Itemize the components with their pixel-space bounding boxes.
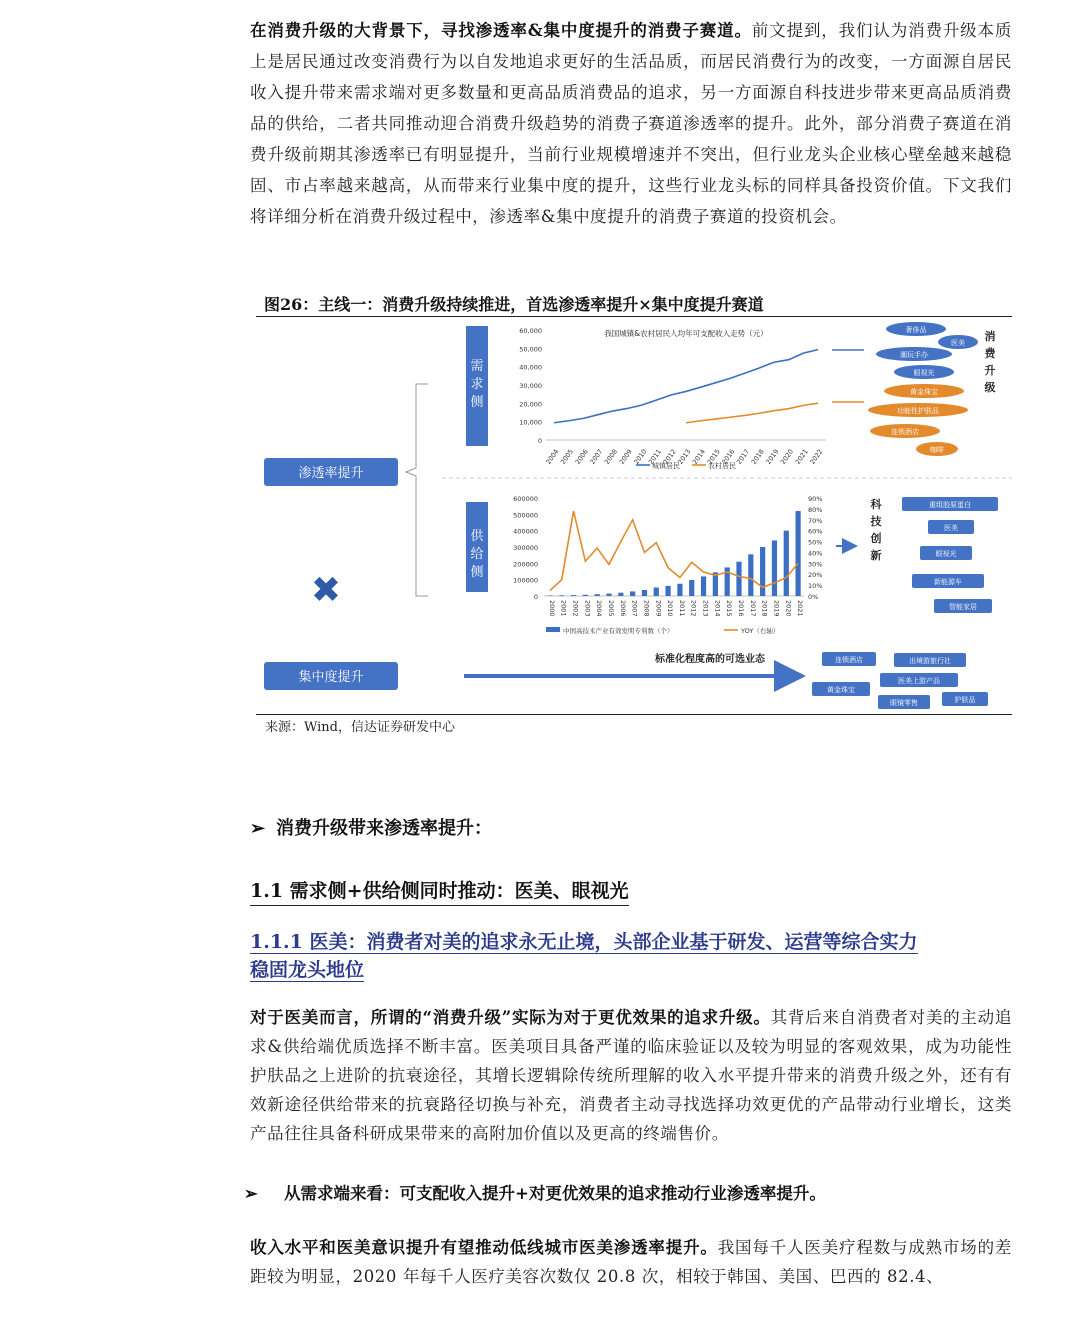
supply-side-panel [466,502,488,592]
income-lead: 收入水平和医美意识提升有望推动低线城市医美渗透率提升。 [250,1238,718,1257]
tag [912,574,984,588]
tag [886,322,946,336]
x-tick-label: 2014 [713,600,722,617]
series-line-0 [554,350,818,423]
consumption-upgrade-label: 消费升级 [984,330,996,394]
standard-tags [812,652,988,709]
y2-tick-label: 40% [808,549,823,558]
tag [868,403,968,417]
times-icon: ✖ [310,570,342,611]
demand-bullet-text: 从需求端来看：可支配收入提升+对更优效果的追求推动行业渗透率提升。 [284,1184,826,1203]
income-text: 我国每千人医美疗程数与成熟市场的差距较为明显，2020 年每千人医疗美容次数仅 20.8 次，相较于韩国、美国、巴西的 82.4、 [250,1238,1013,1286]
tag-label: 医美 [951,339,965,347]
x-tick-label: 2017 [748,600,757,617]
tag [884,384,964,398]
y-tick-label: 0 [533,593,538,601]
y-tick-label: 60,000 [519,327,542,335]
legend-swatch-bar [546,627,560,632]
y2-tick-label: 30% [808,560,823,569]
heading-1-1-1 [250,928,1010,984]
x-tick-label: 2016 [737,600,745,617]
figure-source: 来源：Wind，信达证券研发中心 [265,720,455,735]
tag-label: 重组胶原蛋白 [929,501,971,509]
x-tick-label: 2019 [764,447,781,466]
bar [654,588,659,596]
bullet-arrow-icon: ➢ [250,818,266,839]
x-tick-label: 2011 [677,600,686,617]
x-tick-label: 2003 [583,600,592,617]
x-tick-label: 2001 [559,600,568,617]
x-tick-label: 2017 [735,447,752,466]
x-tick-label: 2007 [630,600,639,617]
x-tick-label: 2020 [784,600,793,617]
standard-label: 标准化程度高的可选业态 [655,654,765,665]
x-tick-label: 2009 [617,447,634,466]
income-paragraph [250,1233,1012,1291]
x-tick-label: 2012 [689,600,698,617]
x-tick-label: 2013 [701,600,710,617]
bar [784,531,789,596]
tag [916,442,958,456]
supply-side-label: 供给侧 [470,529,484,580]
patent-bar-chart [513,495,822,635]
heading-1-1-text: 1.1 需求侧+供给侧同时推动：医美、眼视光 [250,880,629,902]
heading-1-1 [250,876,629,906]
tag-label: 黄金珠宝 [910,388,938,396]
legend-label: 城镇居民 [652,462,680,470]
y-tick-label: 600000 [513,495,538,503]
tag [902,497,998,511]
x-tick-label: 2014 [691,447,708,466]
figure-diagram [256,318,1012,714]
bar [630,591,635,596]
x-tick-label: 2005 [607,600,615,617]
tag-label: 护肤品 [954,696,976,704]
series-line-1 [686,403,818,423]
x-tick-label: 2021 [796,600,805,617]
tag [880,673,958,687]
demand-side-panel [466,326,488,446]
bar [760,547,765,596]
legend-label-yoy: YOY（右轴） [741,627,780,635]
tag [822,652,876,666]
tag-label: 潮玩手办 [900,351,928,359]
y2-tick-label: 50% [808,538,823,547]
x-tick-label: 2004 [595,600,604,617]
tag-label: 连锁酒店 [891,428,919,436]
chart-title: 我国城镇&农村居民人均年可支配收入走势（元） [604,329,768,338]
heading-1-1-1-line1: 1.1.1 医美：消费者对美的追求永无止境，头部企业基于研发、运营等综合实力 [250,931,918,953]
tag-label: 医美 [944,524,958,532]
x-tick-label: 2013 [676,447,693,466]
y2-tick-label: 70% [808,516,823,525]
x-tick-label: 2007 [588,447,605,466]
tech-tags [902,497,998,613]
medical-aesthetics-paragraph [250,1003,1012,1148]
x-tick-label: 2005 [559,447,576,466]
x-tick-label: 2008 [603,447,620,466]
tag [894,653,966,667]
tag-label: 奢侈品 [905,326,927,334]
bar [571,595,576,596]
figure-top-rule [256,316,1012,317]
tag [942,692,988,706]
y-tick-label: 20,000 [519,400,542,409]
demand-bullet-arrow-icon: ➢ [244,1184,258,1203]
x-tick-label: 2008 [642,600,651,617]
demand-side-label: 需求侧 [470,359,484,410]
y-tick-label: 200000 [513,560,538,569]
bar [736,562,741,596]
y2-tick-label: 60% [808,527,823,536]
bar [701,576,706,596]
x-tick-label: 2006 [573,447,590,466]
y-tick-label: 500000 [513,511,538,520]
x-tick-label: 2018 [749,447,766,466]
x-tick-label: 2000 [547,600,556,617]
intro-paragraph [250,15,1012,232]
tag [938,335,978,349]
tag [920,546,972,560]
penetration-label: 渗透率提升 [298,466,364,481]
tag [878,695,930,709]
demand-bullet [244,1180,826,1204]
tag [894,365,954,379]
bar [559,595,564,596]
figure-bottom-rule [256,714,1012,715]
bar [618,593,623,596]
y-tick-label: 30,000 [519,382,542,390]
tag-label: 咖啡 [930,446,944,454]
bar [595,594,600,596]
legend-label: 农村居民 [708,462,736,470]
bar [748,554,753,596]
y-tick-label: 40,000 [519,363,542,372]
tag-label: 功能性护肤品 [897,407,939,415]
tag-label: 智能家居 [949,603,977,611]
x-tick-label: 2019 [772,600,781,617]
y-tick-label: 100000 [513,576,538,585]
x-tick-label: 2015 [705,447,722,466]
y2-tick-label: 20% [808,571,823,580]
x-tick-label: 2018 [760,600,769,617]
tech-innovation-label: 科技创新 [870,498,882,562]
y-tick-label: 50,000 [519,345,542,354]
tag-label: 连锁酒店 [835,656,863,664]
bar [795,511,800,596]
x-tick-label: 2010 [632,447,649,466]
legend-label-bar: 中国高技术产业有效发明专利数（个） [563,627,674,635]
figure-title: 图26：主线一：消费升级持续推进，首选渗透率提升×集中度提升赛道 [264,295,764,314]
y-tick-label: 0 [537,437,542,445]
ma-lead: 对于医美而言，所谓的“消费升级”实际为对于更优效果的追求升级。 [250,1008,771,1027]
bar [665,586,670,596]
x-tick-label: 2020 [779,447,796,466]
section-bullet-heading [250,814,492,840]
x-tick-label: 2009 [654,600,663,617]
demand-tags [868,322,978,456]
tag [928,520,974,534]
bar [606,594,611,596]
y2-tick-label: 10% [808,582,823,591]
x-tick-label: 2015 [725,600,734,617]
y-tick-label: 400000 [513,527,538,536]
tag-label: 眼镜零售 [890,699,918,707]
x-tick-label: 2006 [618,600,627,617]
y2-tick-label: 80% [808,505,823,514]
tag-label: 出境游旅行社 [909,657,951,665]
bar [772,540,777,596]
income-line-chart [519,327,826,470]
tag [876,347,952,361]
x-tick-label: 2021 [793,447,810,466]
y2-tick-label: 0% [808,593,819,601]
x-tick-label: 2010 [666,600,675,617]
bar [689,580,694,596]
bar [677,584,682,596]
tag [870,424,940,438]
tag [934,599,992,613]
bar [547,595,552,596]
ma-text: 其背后来自消费者对美的主动追求&供给端优质选择不断丰富。医美项目具备严谨的临床验证以及较为明显的客观效果，成为功能性护肤品之上进阶的抗衰途径，其增长逻辑除传统所理解的收入水平提升带来的消费升级之外，还有有效新途径供给带来的抗衰路径切换与补充，消费者主动寻找选择功效更优的产品带动行业增长，这类产品往往具备科研成果带来的高附加价值以及更高的终端售价。 [250,1008,1012,1143]
tag-label: 黄金珠宝 [827,686,855,694]
intro-lead: 在消费升级的大背景下，寻找渗透率&集中度提升的消费子赛道。 [250,21,752,40]
y-tick-label: 300000 [513,544,538,552]
bullet-heading-text: 消费升级带来渗透率提升： [276,818,492,839]
x-tick-label: 2011 [647,447,664,466]
heading-1-1-1-line2: 稳固龙头地位 [250,959,365,981]
x-tick-label: 2004 [544,447,561,466]
x-tick-label: 2022 [808,447,825,466]
x-tick-label: 2016 [720,447,737,466]
bar [642,590,647,596]
y2-tick-label: 90% [808,495,823,503]
tag-label: 眼视光 [913,369,935,377]
concentration-label: 集中度提升 [298,670,364,685]
bar [583,595,588,596]
x-tick-label: 2012 [661,447,678,466]
y-tick-label: 10,000 [519,418,542,427]
concentration-box [264,662,398,690]
tag-label: 新能源车 [934,578,962,586]
tag [812,682,870,696]
penetration-box [264,458,398,486]
intro-text: 前文提到，我们认为消费升级本质上是居民通过改变消费行为以自发地追求更好的生活品质，而居民消费行为的改变，一方面源自居民收入提升带来需求端对更多数量和更高品质消费品的追求，另一方面源自科技进步带来更高品质消费品的供给，二者共同推动迎合消费升级趋势的消费子赛道渗透率的提升。此外，部分消费子赛道在消费升级前期其渗透率已有明显提升，当前行业规模增速并不突出，但行业龙头企业核心壁垒越来越稳固、市占率越来越高，从而带来行业集中度的提升，这些行业龙头标的同样具备投资价值。下文我们将详细分析在消费升级过程中，渗透率&集中度提升的消费子赛道的投资机会。 [250,21,1013,226]
tag-label: 眼视光 [935,550,957,558]
tag-label: 医美上游产品 [898,677,940,685]
x-tick-label: 2002 [571,600,580,617]
